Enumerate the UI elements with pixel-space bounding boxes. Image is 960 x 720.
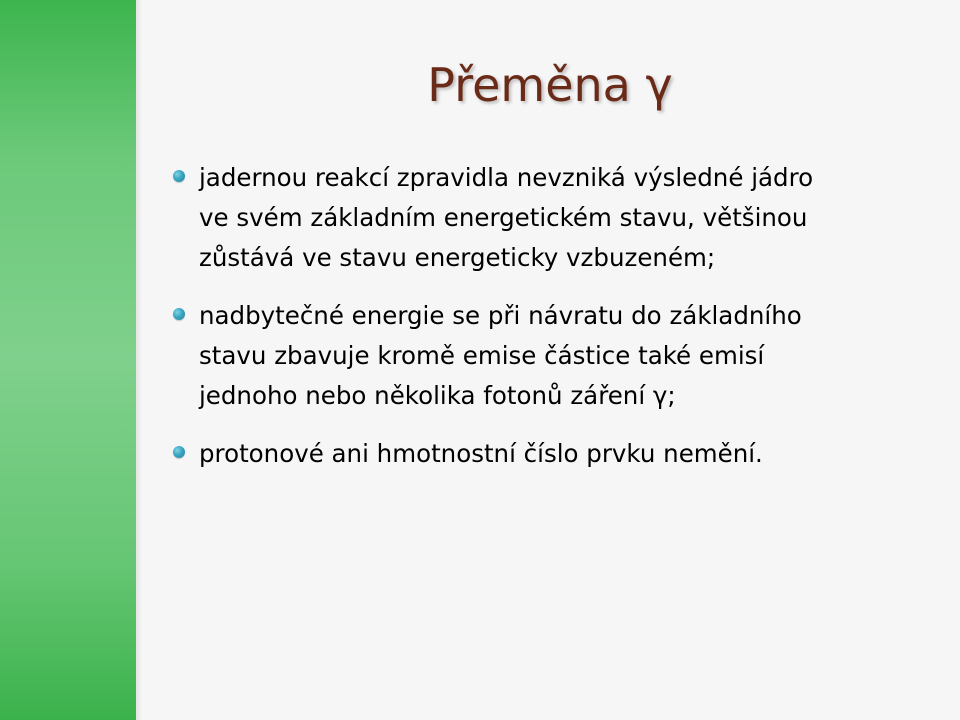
bullet-text: jadernou reakcí zpravidla nevzniká výsledné jádro ve svém základním energetickém stavu, většinou zůstává ve stavu energeticky vzbuzeném; <box>199 163 814 272</box>
bullet-icon <box>173 446 185 458</box>
side-decorative-band <box>0 0 136 720</box>
bullet-item <box>172 296 932 416</box>
bullet-icon <box>173 170 185 182</box>
bullet-list <box>172 158 932 492</box>
bullet-text: nadbytečné energie se při návratu do základního stavu zbavuje kromě emise částice také emisí jednoho nebo několika fotonů záření γ; <box>199 301 802 410</box>
bullet-item <box>172 158 932 278</box>
slide-title: Přeměna γ <box>427 58 673 112</box>
bullet-icon <box>173 308 185 320</box>
bullet-item <box>172 434 932 474</box>
bullet-text: protonové ani hmotnostní číslo prvku nemění. <box>199 439 763 468</box>
